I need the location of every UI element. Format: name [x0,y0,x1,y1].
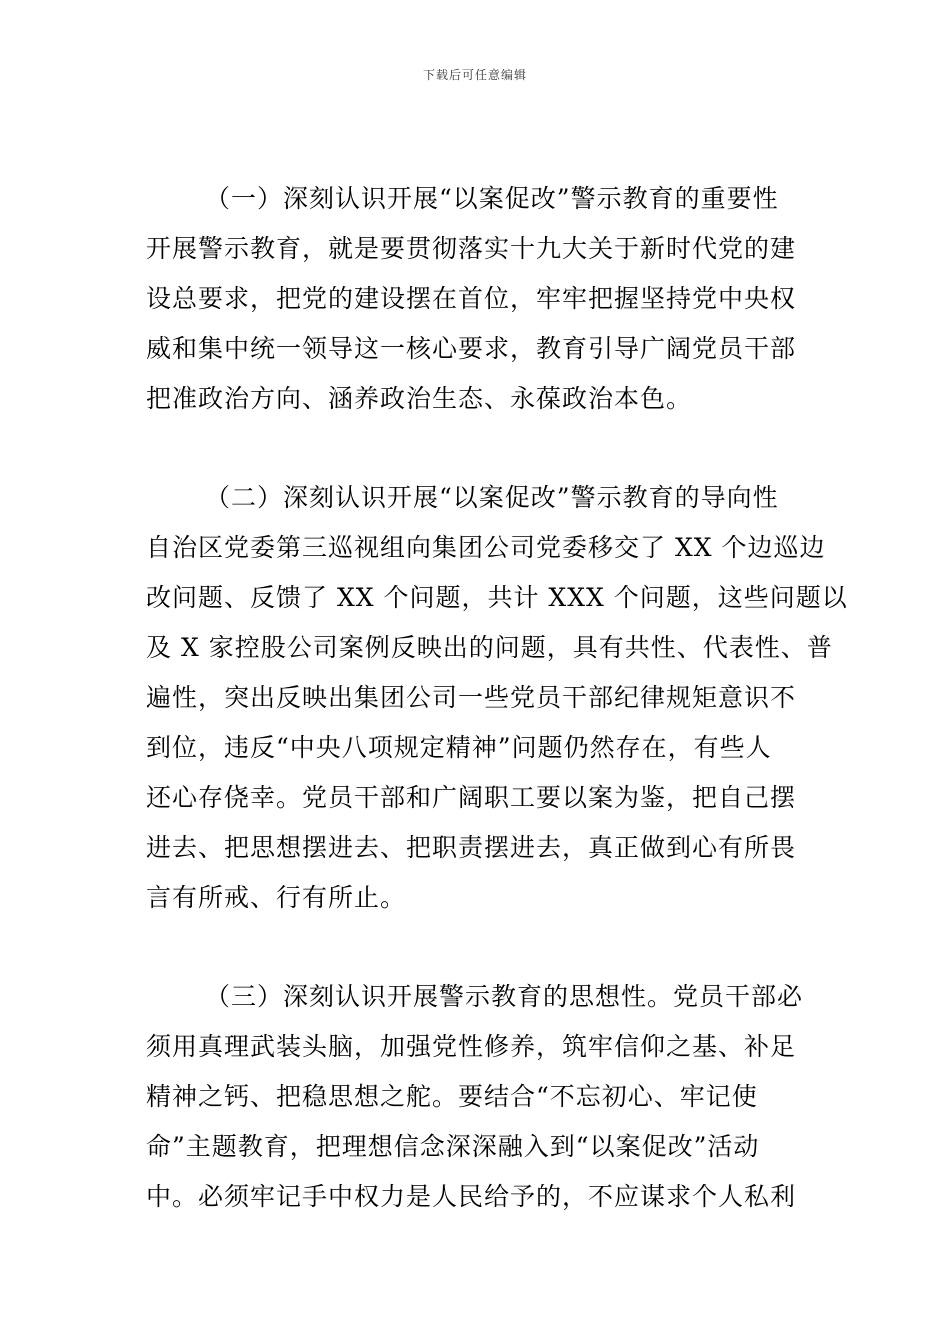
text-line: 到位，违反“中央八项规定精神”问题仍然存在，有些人 [146,733,772,762]
text-line: 自治区党委第三巡视组向集团公司党委移交了 XX 个边巡边 [146,533,826,562]
text-line: 还心存侥幸。党员干部和广阔职工要以案为鉴，把自己摆 [146,783,797,812]
page-header-note: 下载后可任意编辑 [422,68,527,82]
text-line: 进去、把思想摆进去、把职责摆进去，真正做到心有所畏 [146,833,797,862]
text-line: 及 X 家控股公司案例反映出的问题，具有共性、代表性、普 [146,633,833,662]
text-line: 改问题、反馈了 XX 个问题，共计 XXX 个问题，这些问题以 [146,583,848,612]
text-line: 命”主题教育，把理想信念深深融入到“以案促改”活动 [146,1132,760,1161]
text-line: 言有所戒、行有所止。 [146,883,407,912]
text-line: 开展警示教育，就是要贯彻落实十九大关于新时代党的建 [146,234,797,263]
text-line: 中。必须牢记手中权力是人民给予的，不应谋求个人私利 [146,1182,797,1211]
section-heading: （三）深刻认识开展警示教育的思想性。党员干部必 [205,982,804,1011]
text-line: 遍性，突出反映出集团公司一些党员干部纪律规矩意识不 [146,683,797,712]
text-line: 威和集中统一领导这一核心要求，教育引导广阔党员干部 [146,334,797,363]
text-line: 精神之钙、把稳思想之舵。要结合“不忘初心、牢记使 [146,1082,758,1111]
text-line: 设总要求，把党的建设摆在首位，牢牢把握坚持党中央权 [146,284,797,313]
text-line: 须用真理武装头脑，加强党性修养，筑牢信仰之基、补足 [146,1032,797,1061]
text-line: 把准政治方向、涵养政治生态、永葆政治本色。 [146,384,693,413]
section-heading: （一）深刻认识开展“以案促改”警示教育的重要性 [205,184,779,213]
section-heading: （二）深刻认识开展“以案促改”警示教育的导向性 [205,483,779,512]
